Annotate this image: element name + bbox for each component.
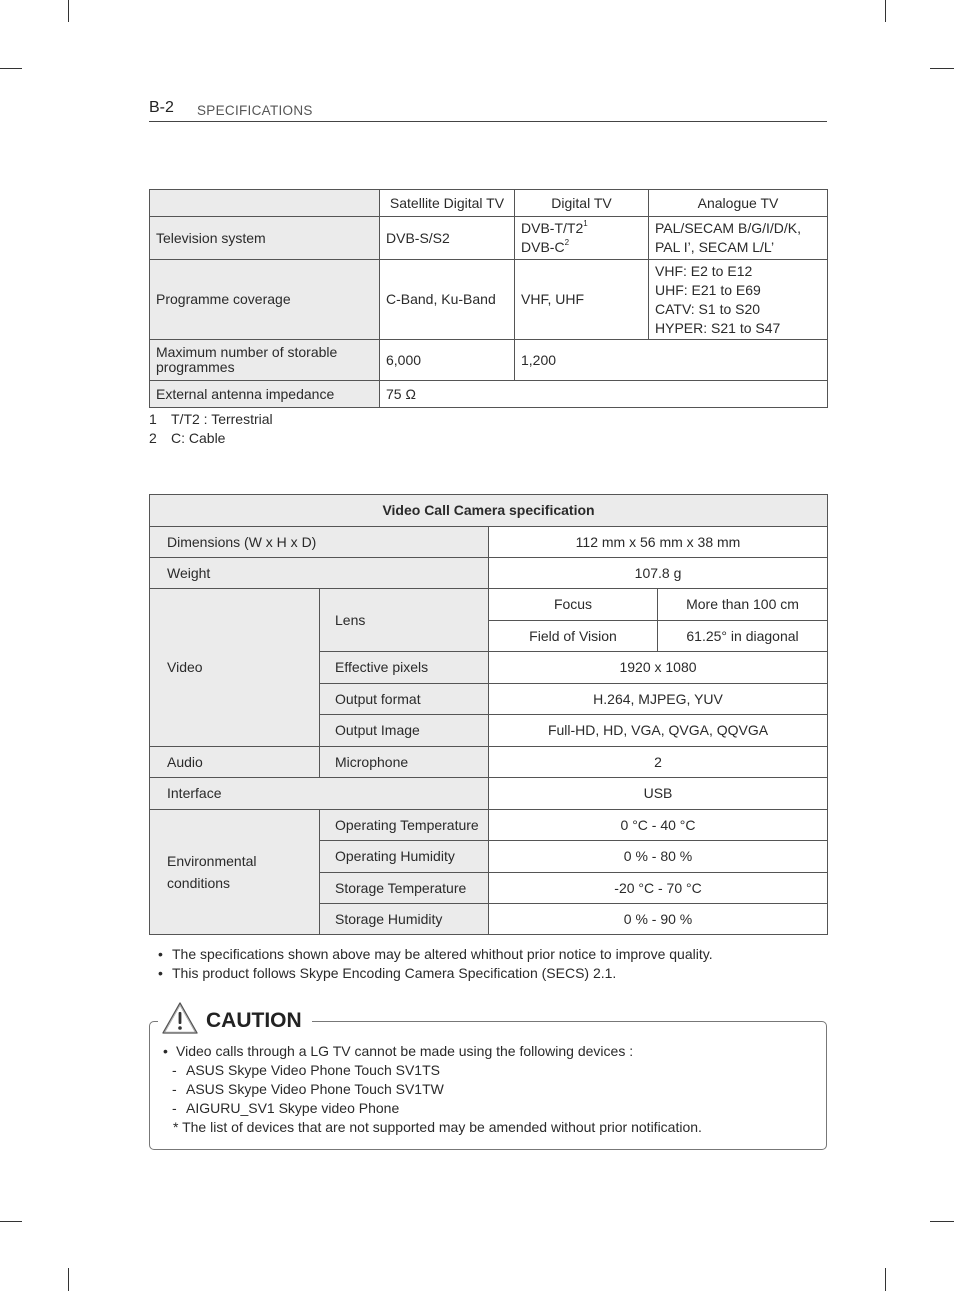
crop-mark [0,68,22,69]
cell-coverage-analogue: VHF: E2 to E12 UHF: E21 to E69 CATV: S1 to S20 HYPER: S21 to S47 [649,260,828,340]
row-label-st-humidity: Storage Humidity [320,904,489,935]
col-header-digital: Digital TV [515,190,649,217]
caution-device-item: - ASUS Skype Video Phone Touch SV1TW [172,1081,444,1097]
crop-mark [885,1268,886,1291]
table-row [150,778,828,810]
spec-note: • This product follows Skype Encoding Camera Specification (SECS) 2.1. [158,965,617,981]
crop-mark [885,0,886,22]
cell-tv-system-satellite: DVB-S/S2 [380,217,515,260]
row-label-st-temp: Storage Temperature [320,873,489,904]
row-label-output-image: Output Image [320,715,489,747]
cell-coverage-satellite: C-Band, Ku-Band [380,260,515,340]
cell-fov-label: Field of Vision [489,621,658,652]
cell-output-image: Full-HD, HD, VGA, QVGA, QQVGA [489,715,828,747]
table-row [150,558,828,589]
caution-device-item: - ASUS Skype Video Phone Touch SV1TS [172,1062,440,1078]
cell-max-programmes-digital-analogue: 1,200 [515,340,828,381]
tv-spec-table [149,189,828,408]
warning-icon [160,1001,200,1035]
cell-focus-value: More than 100 cm [658,589,828,621]
cell-op-temp: 0 °C - 40 °C [489,810,828,841]
cell-st-humidity: 0 % - 90 % [489,904,828,935]
table-header-row [150,495,828,527]
table-row [150,381,828,408]
camera-spec-title: Video Call Camera specification [150,495,828,527]
cell-tv-system-digital: DVB-$T/T2^1$ DVB-$C^2$ [515,217,649,260]
crop-mark [930,68,954,69]
row-label-output-format: Output format [320,684,489,715]
crop-mark [68,1268,69,1291]
cell-st-temp: -20 °C - 70 °C [489,873,828,904]
cell-focus-label: Focus [489,589,658,621]
row-label-antenna-impedance: External antenna impedance [150,381,380,408]
row-label-lens: Lens [320,589,489,652]
table-row [150,747,828,778]
caution-device-item: - AIGURU_SV1 Skype video Phone [172,1100,400,1116]
row-label-op-temp: Operating Temperature [320,810,489,841]
table-row [150,589,828,621]
cell-effective-pixels: 1920 x 1080 [489,652,828,684]
cell-antenna-impedance: 75 Ω [380,381,828,408]
row-label-dimensions: Dimensions (W x H x D) [150,527,489,558]
row-label-microphone: Microphone [320,747,489,778]
crop-mark [0,1221,22,1222]
cell-fov-value: 61.25° in diagonal [658,621,828,652]
cell-interface: USB [489,778,828,810]
table-header-row [150,190,828,217]
row-label-environmental: Environmental conditions [150,810,320,935]
cell-max-programmes-satellite: 6,000 [380,340,515,381]
row-label-max-programmes: Maximum number of storable programmes [150,340,380,381]
cell-coverage-digital: VHF, UHF [515,260,649,340]
cell-weight: 107.8 g [489,558,828,589]
row-label-video: Video [150,589,320,747]
camera-spec-table [149,494,828,935]
page-number: B-2 [149,99,174,116]
footnote: 1 T/T2 : Terrestrial [149,411,273,427]
table-row [150,527,828,558]
table-row [150,260,828,340]
col-header-analogue: Analogue TV [649,190,828,217]
caution-title: CAUTION [206,1009,302,1032]
spec-note: • The specifications shown above may be altered whithout prior notice to improve quality. [158,946,713,962]
footnote: 2 C: Cable [149,430,226,446]
col-header-satellite: Satellite Digital TV [380,190,515,217]
crop-mark [930,1221,954,1222]
row-label-audio: Audio [150,747,320,778]
crop-mark [68,0,69,22]
caution-footnote: * The list of devices that are not supported may be amended without prior notification. [173,1119,702,1135]
row-label-op-humidity: Operating Humidity [320,841,489,873]
table-corner-cell [150,190,380,217]
section-title: SPECIFICATIONS [197,103,313,118]
row-label-effective-pixels: Effective pixels [320,652,489,684]
page-header [149,99,827,122]
row-label-television-system: Television system [150,217,380,260]
cell-op-humidity: 0 % - 80 % [489,841,828,873]
caution-heading [158,998,312,1038]
cell-tv-system-analogue: PAL/SECAM B/G/I/D/K, PAL I’, SECAM L/L’ [649,217,828,260]
cell-output-format: H.264, MJPEG, YUV [489,684,828,715]
row-label-weight: Weight [150,558,489,589]
table-row [150,217,828,260]
table-row [150,810,828,841]
row-label-programme-coverage: Programme coverage [150,260,380,340]
table-row [150,340,828,381]
cell-dimensions: 112 mm x 56 mm x 38 mm [489,527,828,558]
cell-microphone: 2 [489,747,828,778]
caution-intro: • Video calls through a LG TV cannot be made using the following devices : [163,1043,634,1059]
row-label-interface: Interface [150,778,489,810]
